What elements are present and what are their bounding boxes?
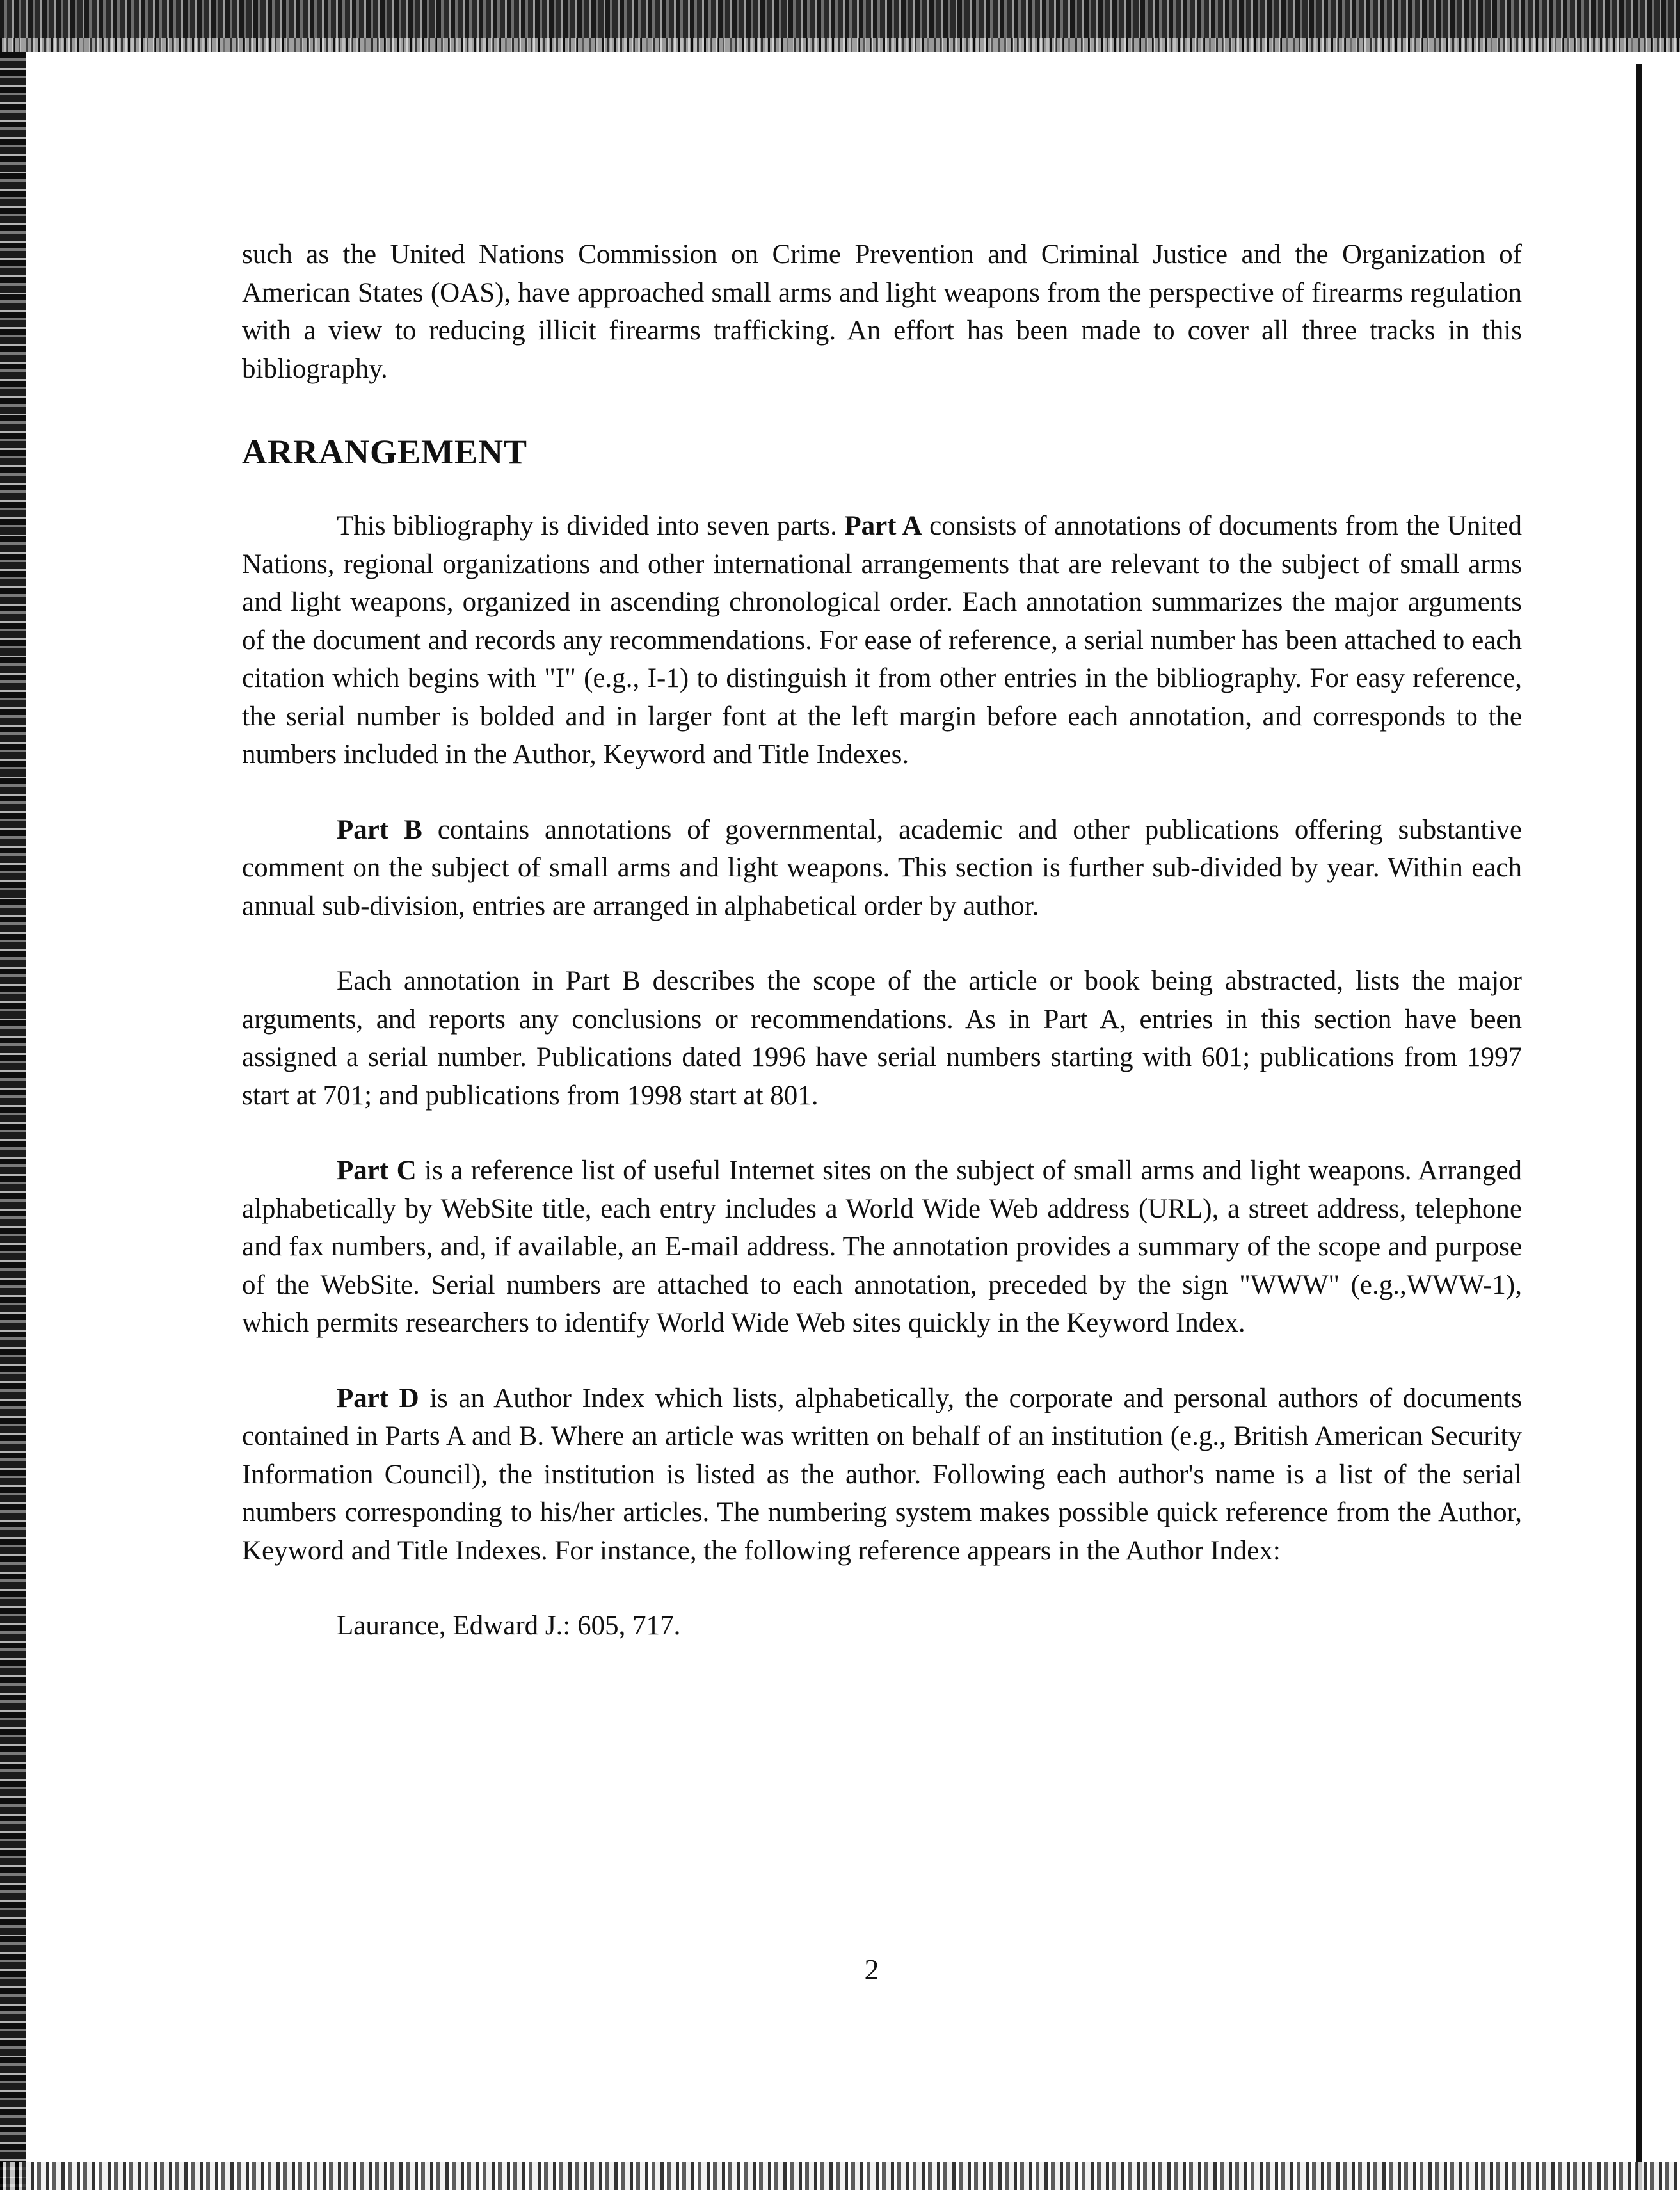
paragraph-part-d-text: is an Author Index which lists, alphabetically, the corporate and personal authors of documents contained in Parts A and B. Where an article was written on behalf of an institution (e.g., British American Security Information Council), the institution is listed as the author. Following each author's name is a list of the serial numbers corresponding to his/her articles. The numbering system makes possible quick reference from the Author, Keyword and Title Indexes. For instance, the following reference appears in the Author Index: — [242, 1383, 1522, 1566]
page-number: 2 — [864, 1953, 879, 1986]
section-heading: ARRANGEMENT — [242, 433, 528, 471]
intro-paragraph: such as the United Nations Commission on Crime Prevention and Criminal Justice and the Organization of American States (OAS), have approached small arms and light weapons from the perspective of firearms regulation with a view to reducing illicit firearms trafficking. An effort has been made to cover all three tracks in this bibliography. — [242, 239, 1522, 384]
scan-border-right — [1636, 64, 1642, 2190]
paragraph-part-b-text: contains annotations of governmental, academic and other publications offering substantive comment on the subject of small arms and light weapons. This section is further sub-divided by year. Within each annual sub-division, entries are arranged in alphabetical order by author. — [242, 814, 1523, 921]
scan-border-bottom — [0, 2162, 1680, 2190]
scan-border-top — [0, 0, 1680, 52]
paragraph-part-b — [242, 811, 1522, 926]
paragraph-part-b-annotations: Each annotation in Part B describes the scope of the article or book being abstracted, lists the major arguments, and reports any conclusions or recommendations. As in Part A, entries in this section have been assigned a serial number. Publications dated 1996 have serial numbers starting with 601; publications from 1997 start at 701; and publications from 1998 start at 801. — [242, 966, 1522, 1111]
paragraph-part-a — [242, 507, 1522, 774]
paragraph-part-c — [242, 1152, 1522, 1342]
part-a-label: Part A — [844, 511, 922, 541]
part-b-label: Part B — [337, 814, 422, 845]
paragraph-part-d — [242, 1380, 1522, 1570]
part-d-label: Part D — [337, 1383, 419, 1413]
document-page — [242, 236, 1522, 1645]
part-c-label: Part C — [337, 1155, 417, 1186]
author-index-example: Laurance, Edward J.: 605, 717. — [337, 1611, 681, 1641]
scan-border-left — [0, 52, 26, 2190]
paragraph-part-a-lead: This bibliography is divided into seven parts. — [337, 511, 845, 541]
paragraph-part-c-text: is a reference list of useful Internet sites on the subject of small arms and light weapons. Arranged alphabetically by WebSite title, each entry includes a World Wide Web address (URL), a street address, telephone and fax numbers, and, if available, an E-mail address. The annotation provides a summary of the scope and purpose of the WebSite. Serial numbers are attached to each annotation, preceded by the sign "WWW" (e.g.,WWW-1), which permits researchers to identify World Wide Web sites quickly in the Keyword Index. — [242, 1155, 1522, 1338]
paragraph-part-a-text: consists of annotations of documents from the United Nations, regional organizations and other international arrangements that are relevant to the subject of small arms and light weapons, organized in ascending chronological order. Each annotation summarizes the major arguments of the document and records any recommendations. For ease of reference, a serial number has been attached to each citation which begins with "I" (e.g., I-1) to distinguish it from other entries in the bibliography. For easy reference, the serial number is bolded and in larger font at the left margin before each annotation, and corresponds to the numbers included in the Author, Keyword and Title Indexes. — [242, 511, 1522, 769]
